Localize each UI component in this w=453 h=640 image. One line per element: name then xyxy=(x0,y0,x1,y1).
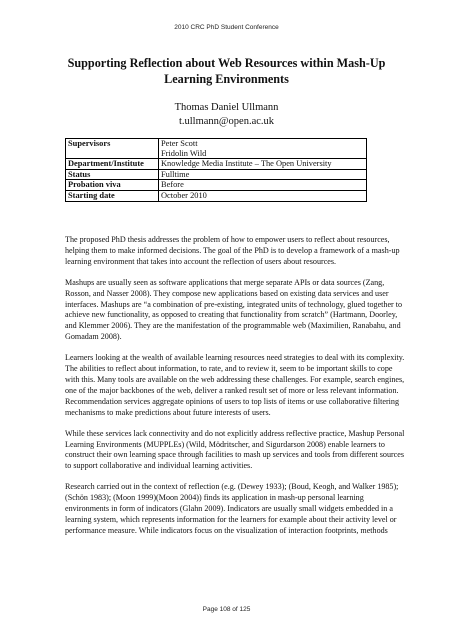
info-label: Starting date xyxy=(66,190,159,201)
info-row-probation xyxy=(66,180,367,191)
info-row-starting-date xyxy=(66,190,367,201)
paragraph-2: Mashups are usually seen as software applications that merge separate APIs or data sources (Zang, Rosson, and Nasser 2008). They compose new applications based on existing data services and user interfaces. Mashups are “a combination of pre-existing, integrated units of technology, glued together to achieve new functionality, as opposed to creating that functionality from scratch” (Hartmann, Doorley, and Klemmer 2006). They are the manifestation of the programmable web (Maximilien, Ranabahu, and Gomadam 2008). xyxy=(65,277,403,342)
paragraph-4: While these services lack connectivity and do not explicitly address reflective practice, Mashup Personal Learning Environments (MUPPLEs) (Wild, Mödritscher, and Sigurdarson 2008) enable learners to construct their own learning space through facilities to mash up services and tools from different sources to support collaborative and individual learning activities. xyxy=(65,428,405,471)
paragraph-3: Learners looking at the wealth of available learning resources need strategies to deal with its complexity. The abilities to reflect about information, to rate, and to review it, seem to be important skills to cope with this. Many tools are available on the web addressing these challenges. For example, search engines, one of the major backbones of the web, deliver a ranked result set of more or less relevant information. Recommendation services aggregate opinions of users to top lists of items or use collaborative filtering mechanisms to make predictions about future interests of users. xyxy=(65,353,405,417)
info-label: Status xyxy=(66,169,159,180)
paragraph-5: Research carried out in the context of reflection (e.g. (Dewey 1933); (Boud, Keogh, and Walker 1985); (Schön 1983); (Moon 1999)(Moon 2004)) finds its application in mash-up personal learning environments in form of indicators (Glahn 2009). Indicators are usually small widgets embedded in a learning system, which represents information for the learners for example about their activity level or performance measure. While indicators focus on the visualization of interaction footprints, methods xyxy=(65,482,399,535)
info-label: Department/Institute xyxy=(66,159,159,170)
info-value xyxy=(159,139,367,159)
running-header: 2010 CRC PhD Student Conference xyxy=(174,24,279,31)
author-email: t.ullmann@open.ac.uk xyxy=(178,116,275,127)
author-name: Thomas Daniel Ullmann xyxy=(174,102,279,113)
info-table xyxy=(65,138,367,202)
body-text xyxy=(65,235,405,547)
page-number: Page 108 of 125 xyxy=(202,606,251,613)
info-value: Knowledge Media Institute – The Open University xyxy=(159,159,367,170)
info-value: October 2010 xyxy=(159,190,367,201)
supervisor-1: Peter Scott xyxy=(161,139,198,148)
info-label: Supervisors xyxy=(66,139,159,159)
info-label: Probation viva xyxy=(66,180,159,191)
supervisor-2: Fridolin Wild xyxy=(161,148,207,158)
paragraph-1: The proposed PhD thesis addresses the problem of how to empower users to reflect about resources, helping them to make informed decisions. The goal of the PhD is to develop a framework of a mash-up learning environment that takes into account the reflection of users about resources. xyxy=(65,235,400,266)
info-row-supervisors xyxy=(66,139,367,159)
paper-title: Supporting Reflection about Web Resources within Mash-Up Learning Environments xyxy=(67,56,386,86)
info-row-department xyxy=(66,159,367,170)
info-row-status xyxy=(66,169,367,180)
info-value: Before xyxy=(159,180,367,191)
info-value: Fulltime xyxy=(159,169,367,180)
